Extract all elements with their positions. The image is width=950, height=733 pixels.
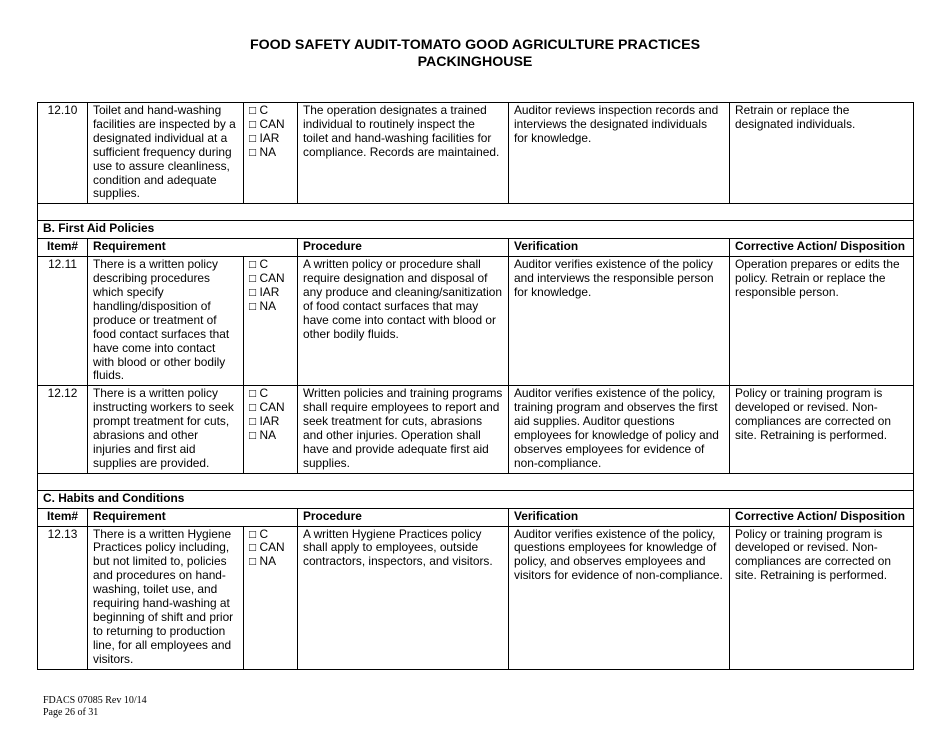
section-header-first-aid	[38, 221, 914, 239]
option-na[interactable]: □ NA	[249, 298, 277, 313]
header-procedure: Procedure	[298, 239, 509, 257]
compliance-options	[244, 526, 298, 669]
verification-cell: Auditor reviews inspection records and interviews the designated individuals for knowledge.	[509, 103, 730, 204]
column-header-row	[38, 508, 914, 526]
header-procedure: Procedure	[298, 508, 509, 526]
compliance-options	[244, 103, 298, 204]
header-item: Item#	[38, 239, 88, 257]
header-corrective-action: Corrective Action/ Disposition	[730, 508, 914, 526]
document-title	[0, 37, 950, 71]
header-verification: Verification	[509, 239, 730, 257]
option-iar[interactable]: □ IAR	[249, 414, 280, 429]
spacer-row	[38, 473, 914, 490]
option-na[interactable]: □ NA	[249, 144, 277, 159]
option-can[interactable]: □ CAN	[249, 116, 285, 131]
option-na[interactable]: □ NA	[249, 554, 277, 569]
procedure-cell: Written policies and training programs shall require employees to report and seek treatment for cuts, abrasions and other injuries. Operation shall have and provide adequate first aid supplies.	[298, 386, 509, 473]
item-number: 12.13	[38, 526, 88, 669]
item-number: 12.10	[38, 103, 88, 204]
option-iar[interactable]: □ IAR	[249, 130, 280, 145]
header-requirement: Requirement	[88, 239, 298, 257]
title-line-2: PACKINGHOUSE	[417, 54, 533, 70]
option-na[interactable]: □ NA	[249, 428, 277, 443]
spacer-row	[38, 204, 914, 221]
compliance-options	[244, 257, 298, 386]
section-title: B. First Aid Policies	[38, 221, 914, 239]
form-number: FDACS 07085 Rev 10/14	[43, 695, 147, 706]
section-title: C. Habits and Conditions	[38, 490, 914, 508]
requirement-cell: There is a written Hygiene Practices policy including, but not limited to, policies and procedures on hand-washing, toilet use, and requiring hand-washing at beginning of shift and prior to returning to production line, for all employees and visitors.	[88, 526, 244, 669]
verification-cell: Auditor verifies existence of the policy, questions employees for knowledge of policy, and observes employees and visitors for evidence of non-compliance.	[509, 526, 730, 669]
item-number: 12.11	[38, 257, 88, 386]
corrective-action-cell: Retrain or replace the designated individuals.	[730, 103, 914, 204]
procedure-cell: A written policy or procedure shall require designation and disposal of any produce and cleaning/sanitization of food contact surfaces that may have come into contact with blood or other bodily fluids.	[298, 257, 509, 386]
table-row	[38, 386, 914, 473]
corrective-action-cell: Policy or training program is developed or revised. Non-compliances are corrected on site. Retraining is performed.	[730, 526, 914, 669]
header-requirement: Requirement	[88, 508, 298, 526]
option-c[interactable]: □ C	[249, 257, 269, 272]
option-c[interactable]: □ C	[249, 103, 269, 117]
header-corrective-action: Corrective Action/ Disposition	[730, 239, 914, 257]
table-row	[38, 526, 914, 669]
option-c[interactable]: □ C	[249, 386, 269, 401]
verification-cell: Auditor verifies existence of the policy, training program and observes the first aid supplies. Auditor questions employees for knowledge of policy and observes employees for evidence of non-compliance.	[509, 386, 730, 473]
procedure-cell: A written Hygiene Practices policy shall apply to employees, outside contractors, inspectors, and visitors.	[298, 526, 509, 669]
column-header-row	[38, 239, 914, 257]
corrective-action-cell: Operation prepares or edits the policy. Retrain or replace the responsible person.	[730, 257, 914, 386]
requirement-cell: There is a written policy describing procedures which specify handling/disposition of produce or treatment of food contact surfaces that have come into contact with blood or other bodily fluids.	[88, 257, 244, 386]
item-number: 12.12	[38, 386, 88, 473]
title-line-1: FOOD SAFETY AUDIT-TOMATO GOOD AGRICULTURE PRACTICES	[249, 37, 701, 53]
requirement-cell: Toilet and hand-washing facilities are inspected by a designated individual at a sufficient frequency during use to assure cleanliness, condition and adequate supplies.	[88, 103, 244, 204]
option-can[interactable]: □ CAN	[249, 400, 285, 415]
table-row	[38, 103, 914, 204]
header-item: Item#	[38, 508, 88, 526]
page-number: Page 26 of 31	[43, 707, 99, 718]
audit-table	[37, 102, 914, 670]
requirement-cell: There is a written policy instructing workers to seek prompt treatment for cuts, abrasions and other injuries and first aid supplies are provided.	[88, 386, 244, 473]
corrective-action-cell: Policy or training program is developed or revised. Non-compliances are corrected on site. Retraining is performed.	[730, 386, 914, 473]
option-can[interactable]: □ CAN	[249, 271, 285, 286]
option-iar[interactable]: □ IAR	[249, 284, 280, 299]
compliance-options	[244, 386, 298, 473]
option-can[interactable]: □ CAN	[249, 540, 285, 555]
option-c[interactable]: □ C	[249, 526, 269, 541]
verification-cell: Auditor verifies existence of the policy and interviews the responsible person for knowledge.	[509, 257, 730, 386]
table-row	[38, 257, 914, 386]
page-footer	[43, 695, 147, 719]
procedure-cell: The operation designates a trained individual to routinely inspect the toilet and hand-washing facilities for compliance. Records are maintained.	[298, 103, 509, 204]
section-header-habits	[38, 490, 914, 508]
header-verification: Verification	[509, 508, 730, 526]
